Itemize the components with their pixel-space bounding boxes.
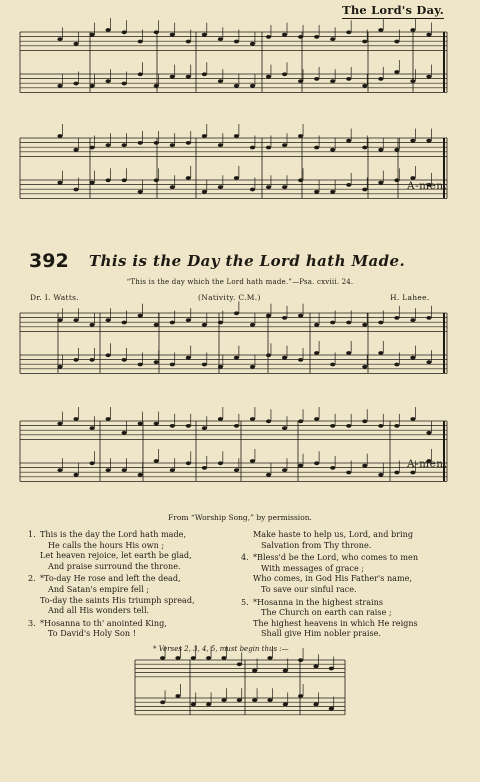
verse-text: *To-day He rose and left the dead, xyxy=(40,573,181,584)
notehead xyxy=(250,188,255,192)
notehead xyxy=(218,365,223,369)
notehead xyxy=(426,316,431,320)
stanza xyxy=(241,596,463,639)
verse-text: Who comes, in God His Father's name, xyxy=(253,573,413,584)
notehead xyxy=(138,363,143,367)
notehead xyxy=(106,143,111,147)
notehead xyxy=(252,698,257,702)
notehead xyxy=(221,698,226,702)
notehead xyxy=(298,419,303,423)
notehead xyxy=(378,77,383,81)
notehead xyxy=(283,703,288,707)
notehead xyxy=(378,424,383,428)
verse-text: Salvation from Thy throne. xyxy=(261,539,372,550)
notehead xyxy=(106,353,111,357)
notehead xyxy=(138,40,143,44)
notehead xyxy=(90,146,95,150)
notehead xyxy=(57,365,62,369)
verse-line xyxy=(40,540,240,551)
notehead xyxy=(266,314,271,318)
notehead xyxy=(410,79,415,83)
notehead xyxy=(410,356,415,360)
notehead xyxy=(410,417,415,421)
notehead xyxy=(298,464,303,468)
notehead xyxy=(426,139,431,143)
notehead xyxy=(266,419,271,423)
notehead xyxy=(267,698,272,702)
verse-line xyxy=(253,563,463,574)
notehead xyxy=(314,351,319,355)
notehead xyxy=(186,461,191,465)
verse-text: Shall give Him nobler praise. xyxy=(261,628,381,639)
notehead xyxy=(378,148,383,152)
notehead xyxy=(250,323,255,327)
notehead xyxy=(202,134,207,138)
notehead xyxy=(237,698,242,702)
notehead xyxy=(378,351,383,355)
notehead xyxy=(252,669,257,673)
notehead xyxy=(90,181,95,185)
notehead xyxy=(298,358,303,362)
notehead xyxy=(250,84,255,88)
notehead xyxy=(206,656,211,660)
notehead xyxy=(106,178,111,182)
notehead xyxy=(394,424,399,428)
notehead xyxy=(314,461,319,465)
notehead xyxy=(394,178,399,182)
notehead xyxy=(202,426,207,430)
verse-number: 1. xyxy=(28,529,36,539)
notehead xyxy=(394,70,399,74)
notehead xyxy=(138,422,143,426)
notehead xyxy=(314,190,319,194)
notehead xyxy=(191,656,196,660)
notehead xyxy=(378,473,383,477)
notehead xyxy=(282,185,287,189)
notehead xyxy=(250,42,255,46)
verse-text: And Satan's empire fell ; xyxy=(48,583,150,594)
notehead xyxy=(122,30,127,34)
notehead xyxy=(266,35,271,39)
notehead xyxy=(73,358,78,362)
notehead xyxy=(314,77,319,81)
notehead xyxy=(346,321,351,325)
notehead xyxy=(175,656,180,660)
begin-note: * Verses 2, 3, 4, 5, must begin thus :— xyxy=(153,645,289,653)
notehead xyxy=(250,417,255,421)
notehead xyxy=(90,461,95,465)
verse-number: 2. xyxy=(28,573,36,584)
notehead xyxy=(362,84,367,88)
notehead xyxy=(282,426,287,430)
notehead xyxy=(282,33,287,37)
notehead xyxy=(250,459,255,463)
notehead xyxy=(394,471,399,475)
notehead xyxy=(154,178,159,182)
notehead xyxy=(154,141,159,145)
notehead xyxy=(202,72,207,76)
notehead xyxy=(362,464,367,468)
notehead xyxy=(186,176,191,180)
verse-line xyxy=(253,628,463,639)
notehead xyxy=(170,185,175,189)
notehead xyxy=(330,321,335,325)
notehead xyxy=(330,424,335,428)
notehead xyxy=(170,468,175,472)
amen-label-2: A-men. xyxy=(407,458,448,470)
notehead xyxy=(346,77,351,81)
author-credit: Dr. I. Watts. xyxy=(30,293,79,302)
notehead xyxy=(329,707,334,711)
hymn-number: 392 xyxy=(29,250,69,272)
notehead xyxy=(346,183,351,187)
notehead xyxy=(426,33,431,37)
notehead xyxy=(170,75,175,79)
verse-text: He calls the hours His own ; xyxy=(48,539,165,550)
hymn-title: This is the Day the Lord hath Made. xyxy=(89,252,406,270)
notehead xyxy=(90,323,95,327)
verse-line xyxy=(40,550,240,561)
notehead xyxy=(186,318,191,322)
notehead xyxy=(106,28,111,32)
notehead xyxy=(330,190,335,194)
notehead xyxy=(329,667,334,671)
notehead xyxy=(426,75,431,79)
stanza xyxy=(253,529,463,550)
amen-label-1: A-men. xyxy=(407,180,448,192)
verse-text: And all His wonders tell. xyxy=(48,605,150,616)
notehead xyxy=(394,40,399,44)
notehead xyxy=(410,471,415,475)
notehead xyxy=(378,181,383,185)
notehead xyxy=(73,42,78,46)
notehead xyxy=(250,365,255,369)
notehead xyxy=(410,139,415,143)
notehead xyxy=(57,37,62,41)
notehead xyxy=(191,703,196,707)
notehead xyxy=(234,40,239,44)
notehead xyxy=(186,40,191,44)
notehead xyxy=(346,30,351,34)
notehead xyxy=(154,84,159,88)
notehead xyxy=(186,424,191,428)
notehead xyxy=(298,694,303,698)
verse-text: To save our sinful race. xyxy=(261,583,357,594)
notehead xyxy=(218,321,223,325)
notehead xyxy=(378,321,383,325)
notehead xyxy=(394,148,399,152)
notehead xyxy=(122,82,127,86)
notehead xyxy=(122,468,127,472)
notehead xyxy=(266,75,271,79)
notehead xyxy=(394,363,399,367)
verse-line xyxy=(40,628,240,639)
verse-line xyxy=(253,607,463,618)
notehead xyxy=(122,143,127,147)
notehead xyxy=(266,353,271,357)
notehead xyxy=(202,363,207,367)
notehead xyxy=(330,148,335,152)
notehead xyxy=(57,422,62,426)
notehead xyxy=(122,321,127,325)
composer-credit: H. Lahee. xyxy=(390,293,430,302)
notehead xyxy=(283,669,288,673)
notehead xyxy=(138,473,143,477)
verse-line xyxy=(40,595,240,606)
notehead xyxy=(106,318,111,322)
notehead xyxy=(298,35,303,39)
notehead xyxy=(202,190,207,194)
verse-line xyxy=(28,617,240,629)
verse-line xyxy=(28,529,240,540)
notehead xyxy=(282,72,287,76)
notehead xyxy=(234,84,239,88)
verse-text: Let heaven rejoice, let earth be glad, xyxy=(40,550,192,561)
notehead xyxy=(154,360,159,364)
notehead xyxy=(73,417,78,421)
notehead xyxy=(282,143,287,147)
notehead xyxy=(362,365,367,369)
notehead xyxy=(154,323,159,327)
notehead xyxy=(138,141,143,145)
verse-line xyxy=(241,596,463,608)
verse-text: Make haste to help us, Lord, and bring xyxy=(253,529,414,539)
notehead xyxy=(73,148,78,152)
stanza xyxy=(28,529,240,571)
notehead xyxy=(298,79,303,83)
notehead xyxy=(122,358,127,362)
verse-text: And praise surround the throne. xyxy=(48,560,181,571)
notehead xyxy=(73,473,78,477)
notehead xyxy=(346,351,351,355)
notehead xyxy=(218,461,223,465)
notehead xyxy=(170,33,175,37)
notehead xyxy=(218,143,223,147)
notehead xyxy=(234,176,239,180)
verse-text: This is the day the Lord hath made, xyxy=(40,529,187,539)
notehead xyxy=(362,146,367,150)
notehead xyxy=(394,316,399,320)
notehead xyxy=(57,181,62,185)
notehead xyxy=(426,431,431,435)
notehead xyxy=(266,185,271,189)
notehead xyxy=(346,139,351,143)
notehead xyxy=(106,417,111,421)
notehead xyxy=(234,134,239,138)
notehead xyxy=(202,33,207,37)
verse-line xyxy=(40,584,240,595)
notehead xyxy=(73,318,78,322)
notehead xyxy=(154,459,159,463)
notehead xyxy=(298,178,303,182)
notehead xyxy=(362,188,367,192)
notehead xyxy=(202,466,207,470)
verses-right-column xyxy=(241,529,463,641)
notehead xyxy=(250,146,255,150)
notehead xyxy=(73,82,78,86)
notehead xyxy=(234,424,239,428)
notehead xyxy=(362,419,367,423)
notehead xyxy=(282,468,287,472)
verse-text: To-day the saints His triumph spread, xyxy=(40,594,195,605)
verse-line xyxy=(253,529,463,540)
notehead xyxy=(57,134,62,138)
notehead xyxy=(138,190,143,194)
notehead xyxy=(90,84,95,88)
notehead xyxy=(170,143,175,147)
verse-line xyxy=(253,573,463,584)
notehead xyxy=(90,426,95,430)
notehead xyxy=(221,656,226,660)
notehead xyxy=(282,316,287,320)
notehead xyxy=(73,188,78,192)
verse-text: *Hosanna to th' anointed King, xyxy=(40,617,167,628)
stanza xyxy=(28,573,240,616)
notehead xyxy=(57,84,62,88)
notehead xyxy=(237,662,242,666)
notehead xyxy=(122,178,127,182)
notehead xyxy=(218,37,223,41)
notehead xyxy=(410,28,415,32)
notehead xyxy=(160,700,165,704)
notehead xyxy=(234,468,239,472)
notehead xyxy=(298,134,303,138)
notehead xyxy=(314,417,319,421)
notehead xyxy=(378,28,383,32)
notehead xyxy=(330,79,335,83)
notehead xyxy=(170,363,175,367)
notehead xyxy=(138,314,143,318)
notehead xyxy=(202,323,207,327)
verse-text: *Hosanna in the highest strains xyxy=(253,596,384,607)
verse-text: With messages of grace ; xyxy=(261,562,365,573)
notehead xyxy=(346,424,351,428)
notehead xyxy=(90,358,95,362)
notehead xyxy=(410,318,415,322)
verse-text: The Church on earth can raise ; xyxy=(261,607,392,618)
notehead xyxy=(298,658,303,662)
notehead xyxy=(266,473,271,477)
notehead xyxy=(90,33,95,37)
notehead xyxy=(218,417,223,421)
notehead xyxy=(267,656,272,660)
notehead xyxy=(154,30,159,34)
notehead xyxy=(175,694,180,698)
notehead xyxy=(314,323,319,327)
verse-line xyxy=(241,552,463,563)
notehead xyxy=(313,665,318,669)
notehead xyxy=(106,79,111,83)
stanza xyxy=(28,617,240,639)
notehead xyxy=(282,356,287,360)
verse-number: 3. xyxy=(28,617,36,628)
notehead xyxy=(154,422,159,426)
notehead xyxy=(186,141,191,145)
scripture-epigraph: “This is the day which the Lord hath made.”—Psa. cxviii. 24. xyxy=(126,278,354,286)
notehead xyxy=(122,431,127,435)
verse-number: 4. xyxy=(241,552,249,563)
notehead xyxy=(330,466,335,470)
notehead xyxy=(206,703,211,707)
notehead xyxy=(138,72,143,76)
notehead xyxy=(234,311,239,315)
notehead xyxy=(313,703,318,707)
notehead xyxy=(186,356,191,360)
verse-text: To David's Holy Son ! xyxy=(48,628,136,639)
tune-name: (Nativity. C.M.) xyxy=(198,293,261,302)
notehead xyxy=(160,656,165,660)
notehead xyxy=(330,363,335,367)
verse-number: 5. xyxy=(241,596,249,607)
verse-text: *Bless'd be the Lord, who comes to men xyxy=(253,552,419,563)
verse-line xyxy=(253,540,463,551)
notehead xyxy=(57,318,62,322)
running-head: The Lord's Day. xyxy=(342,3,444,17)
verses-left-column xyxy=(28,529,240,641)
notehead xyxy=(362,40,367,44)
verse-line xyxy=(40,561,240,572)
notehead xyxy=(170,424,175,428)
notehead xyxy=(234,356,239,360)
verse-text: The highest heavens in which He reigns xyxy=(253,617,418,628)
notehead xyxy=(298,314,303,318)
notehead xyxy=(57,468,62,472)
notehead xyxy=(218,79,223,83)
notehead xyxy=(426,360,431,364)
permission-note: From “Worship Song,” by permission. xyxy=(168,513,312,522)
notehead xyxy=(346,471,351,475)
notehead xyxy=(170,321,175,325)
notehead xyxy=(314,35,319,39)
notehead xyxy=(106,468,111,472)
notehead xyxy=(186,75,191,79)
verse-line xyxy=(40,605,240,616)
notehead xyxy=(362,323,367,327)
verse-line xyxy=(28,573,240,584)
verse-line xyxy=(253,584,463,595)
verse-line xyxy=(253,618,463,629)
notehead xyxy=(330,37,335,41)
notehead xyxy=(266,146,271,150)
stanza xyxy=(241,552,463,594)
notehead xyxy=(218,185,223,189)
notehead xyxy=(314,146,319,150)
